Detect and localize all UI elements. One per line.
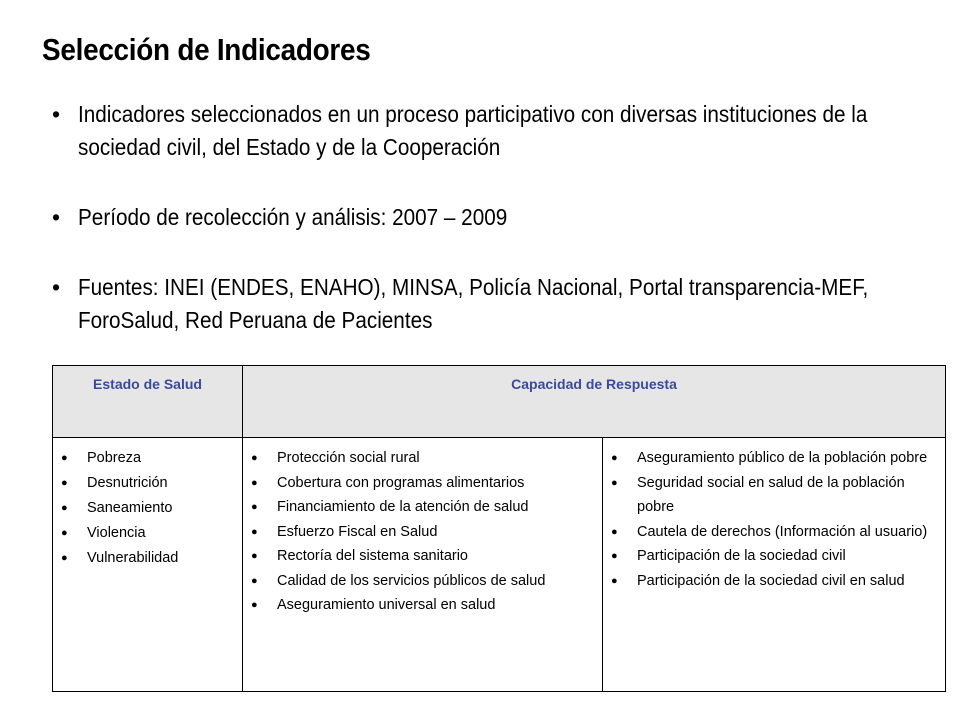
list-item: ● Seguridad social en salud de la población pobre [609,471,939,520]
bullet-dot-icon: • [52,274,61,300]
estado-de-salud-cell [53,438,243,692]
table-header-row [53,366,946,438]
header-estado-de-salud: Estado de Salud [53,366,243,438]
indicators-table [52,365,946,692]
bullet-text: Período de recolección y análisis: 2007 – 2009 [78,204,508,230]
bullet-icon: ● [251,550,258,562]
bullet-icon: ● [251,501,258,513]
list-item: ● Aseguramiento universal en salud [249,593,596,618]
list-item: ● Violencia [59,521,236,546]
bullet-icon: ● [611,574,618,587]
list-item: ● Esfuerzo Fiscal en Salud [249,520,596,545]
bullet-icon: ● [61,452,68,464]
bullet-icon: ● [251,599,258,611]
bullet-icon: ● [61,502,68,514]
bullet-dot-icon: • [52,101,61,127]
bullet-item [52,98,932,164]
list-item: ● Cobertura con programas alimentarios [249,471,596,496]
table-row [53,438,946,692]
bullet-icon: ● [251,452,258,464]
bullet-icon: ● [611,525,618,538]
bullet-icon: ● [61,552,68,564]
bullet-icon: ● [611,452,618,464]
bullet-text: Indicadores seleccionados en un proceso participativo con diversas instituciones de la sociedad civil, del Estado y de la Cooperación [78,101,868,160]
list-item: ● Vulnerabilidad [59,546,236,571]
estado-list [59,446,236,571]
bullet-icon: ● [61,527,68,539]
capacidad-list-left [249,446,596,618]
capacidad-cell-left [243,438,603,692]
bullet-icon: ● [61,477,68,489]
bullet-item [52,271,932,337]
bullet-list [52,98,932,374]
list-item: ● Saneamiento [59,496,236,521]
list-item: ● Participación de la sociedad civil en salud [609,569,939,594]
bullet-icon: ● [611,476,618,489]
list-item: ● Pobreza [59,446,236,471]
bullet-icon: ● [251,525,258,538]
list-item: ● Rectoría del sistema sanitario [249,544,596,569]
list-item: ● Protección social rural [249,446,596,471]
bullet-icon: ● [251,476,258,489]
page-title: Selección de Indicadores [42,32,371,67]
bullet-icon: ● [611,550,618,562]
bullet-text: Fuentes: INEI (ENDES, ENAHO), MINSA, Policía Nacional, Portal transparencia-MEF, ForoSalud, Red Peruana de Pacientes [78,274,869,333]
list-item: ● Cautela de derechos (Información al usuario) [609,520,939,545]
list-item: ● Participación de la sociedad civil [609,544,939,569]
bullet-icon: ● [251,574,258,587]
bullet-item [52,201,932,234]
bullet-dot-icon: • [52,204,61,230]
capacidad-list-right [609,446,939,593]
list-item: ● Desnutrición [59,471,236,496]
list-item: ● Calidad de los servicios públicos de salud [249,569,596,594]
list-item: ● Financiamiento de la atención de salud [249,495,596,520]
list-item: ● Aseguramiento público de la población pobre [609,446,939,471]
capacidad-cell-right [603,438,946,692]
header-capacidad-de-respuesta: Capacidad de Respuesta [243,366,946,438]
